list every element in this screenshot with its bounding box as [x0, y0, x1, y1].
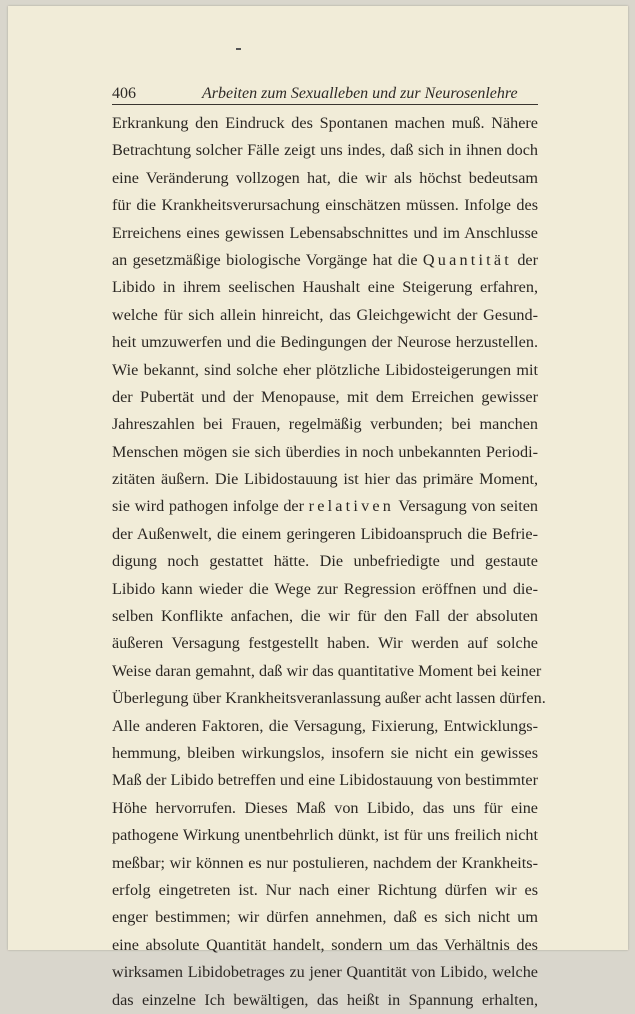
- text-line: [112, 110, 538, 137]
- text-line: [112, 822, 538, 849]
- text-line: [112, 603, 538, 630]
- running-title: Arbeiten zum Sexualleben und zur Neurosenlehre: [202, 85, 518, 102]
- text-segment: der Außenwelt, die einem geringeren Libidoanspruch die Befrie-: [112, 524, 538, 543]
- text-segment: Libido kann wieder die Wege zur Regression eröffnen und die-: [112, 579, 538, 598]
- text-line: [112, 329, 538, 356]
- text-line: [112, 137, 538, 164]
- text-segment: an gesetzmäßige biologische Vorgänge hat die: [112, 250, 423, 269]
- text-segment: enger bestimmen; wir dürfen annehmen, daß es sich nicht um: [112, 908, 538, 927]
- text-segment: für die Krankheitsverursachung einschätzen müssen. Infolge des: [112, 196, 538, 215]
- text-line: [112, 904, 538, 931]
- text-line: [112, 548, 538, 575]
- text-segment: Libido in ihrem seelischen Haushalt eine Steigerung erfahren,: [112, 278, 538, 297]
- text-segment: das einzelne Ich bewältigen, das heißt in Spannung erhalten,: [112, 990, 538, 1009]
- text-segment: zitäten äußern. Die Libidostauung ist hier das primäre Moment,: [112, 470, 538, 489]
- text-line: [112, 357, 538, 384]
- body-text: [112, 110, 546, 1014]
- text-segment: äußeren Versagung festgestellt haben. Wir werden auf solche: [112, 634, 538, 653]
- text-segment: Betrachtung solcher Fälle zeigt uns indes, daß sich in ihnen doch: [112, 141, 538, 160]
- emphasized-word: relativen: [308, 497, 395, 516]
- text-line: [112, 274, 538, 301]
- scan-speck: [236, 48, 241, 50]
- text-line: [112, 713, 538, 740]
- text-line: [112, 439, 538, 466]
- text-line: [112, 411, 538, 438]
- text-segment: Erkrankung den Eindruck des Spontanen machen muß. Nähere: [112, 114, 538, 132]
- text-segment: sie wird pathogen infolge der: [112, 497, 309, 516]
- text-line: [112, 521, 538, 548]
- text-line: [112, 767, 538, 794]
- text-segment: Erreichens eines gewissen Lebensabschnittes und im Anschlusse: [112, 223, 538, 242]
- page-header: [112, 82, 538, 105]
- text-segment: meßbar; wir können es nur postulieren, nachdem der Krankheits-: [112, 853, 538, 872]
- text-line: [112, 932, 538, 959]
- text-segment: eine absolute Quantität handelt, sondern um das Verhältnis des: [112, 935, 538, 954]
- text-line: [112, 740, 538, 767]
- text-segment: wirksamen Libidobetrages zu jener Quantität von Libido, welche: [112, 963, 538, 982]
- text-segment: Menschen mögen sie sich überdies in noch unbekannten Periodi-: [112, 442, 538, 461]
- text-line: [112, 302, 538, 329]
- text-segment: Weise daran gemahnt, daß wir das quantitative Moment bei keiner: [112, 661, 542, 680]
- text-line: [112, 192, 538, 219]
- text-line: [112, 493, 538, 520]
- text-segment: Wie bekannt, sind solche eher plötzliche Libidosteigerungen mit: [112, 360, 538, 379]
- text-segment: hemmung, bleiben wirkungslos, insofern sie nicht ein gewisses: [112, 743, 538, 762]
- text-line: [112, 877, 538, 904]
- text-segment: eine Veränderung vollzogen hat, die wir als höchst bedeutsam: [112, 168, 538, 187]
- text-segment: Versagung von seiten: [394, 497, 539, 516]
- text-segment: pathogene Wirkung unentbehrlich dünkt, ist für uns freilich nicht: [112, 826, 538, 845]
- text-segment: der Pubertät und der Menopause, mit dem Erreichen gewisser: [112, 387, 538, 406]
- emphasized-word: Quantität: [422, 250, 512, 269]
- text-line: [112, 165, 538, 192]
- text-segment: Höhe hervorrufen. Dieses Maß von Libido, das uns für eine: [112, 798, 538, 817]
- text-segment: Maß der Libido betreffen und eine Libidostauung von bestimmter: [112, 771, 538, 790]
- page-number: 406: [112, 85, 136, 102]
- text-line: [112, 247, 538, 274]
- text-segment: Überlegung über Krankheitsveranlassung außer acht lassen dürfen.: [112, 689, 546, 708]
- text-line: [112, 630, 538, 657]
- text-line: [112, 795, 538, 822]
- text-line: [112, 987, 538, 1014]
- text-line: [112, 384, 538, 411]
- text-line: [112, 959, 538, 986]
- text-segment: heit umzuwerfen und die Bedingungen der Neurose herzustellen.: [112, 333, 538, 352]
- text-segment: selben Konflikte anfachen, die wir für den Fall der absoluten: [112, 607, 538, 626]
- text-line: [112, 685, 546, 712]
- text-segment: Alle anderen Faktoren, die Versagung, Fixierung, Entwicklungs-: [112, 716, 538, 735]
- text-line: [112, 658, 542, 685]
- text-segment: der: [511, 250, 539, 269]
- text-segment: digung noch gestattet hätte. Die unbefriedigte und gestaute: [112, 552, 538, 571]
- book-page: [8, 6, 628, 1009]
- text-line: [112, 850, 538, 877]
- text-segment: erfolg eingetreten ist. Nur nach einer Richtung dürfen wir es: [112, 880, 538, 899]
- text-line: [112, 220, 538, 247]
- text-segment: welche für sich allein hinreicht, das Gleichgewicht der Gesund-: [112, 305, 538, 324]
- text-line: [112, 576, 538, 603]
- text-segment: Jahreszahlen bei Frauen, regelmäßig verbunden; bei manchen: [112, 415, 538, 434]
- text-line: [112, 466, 538, 493]
